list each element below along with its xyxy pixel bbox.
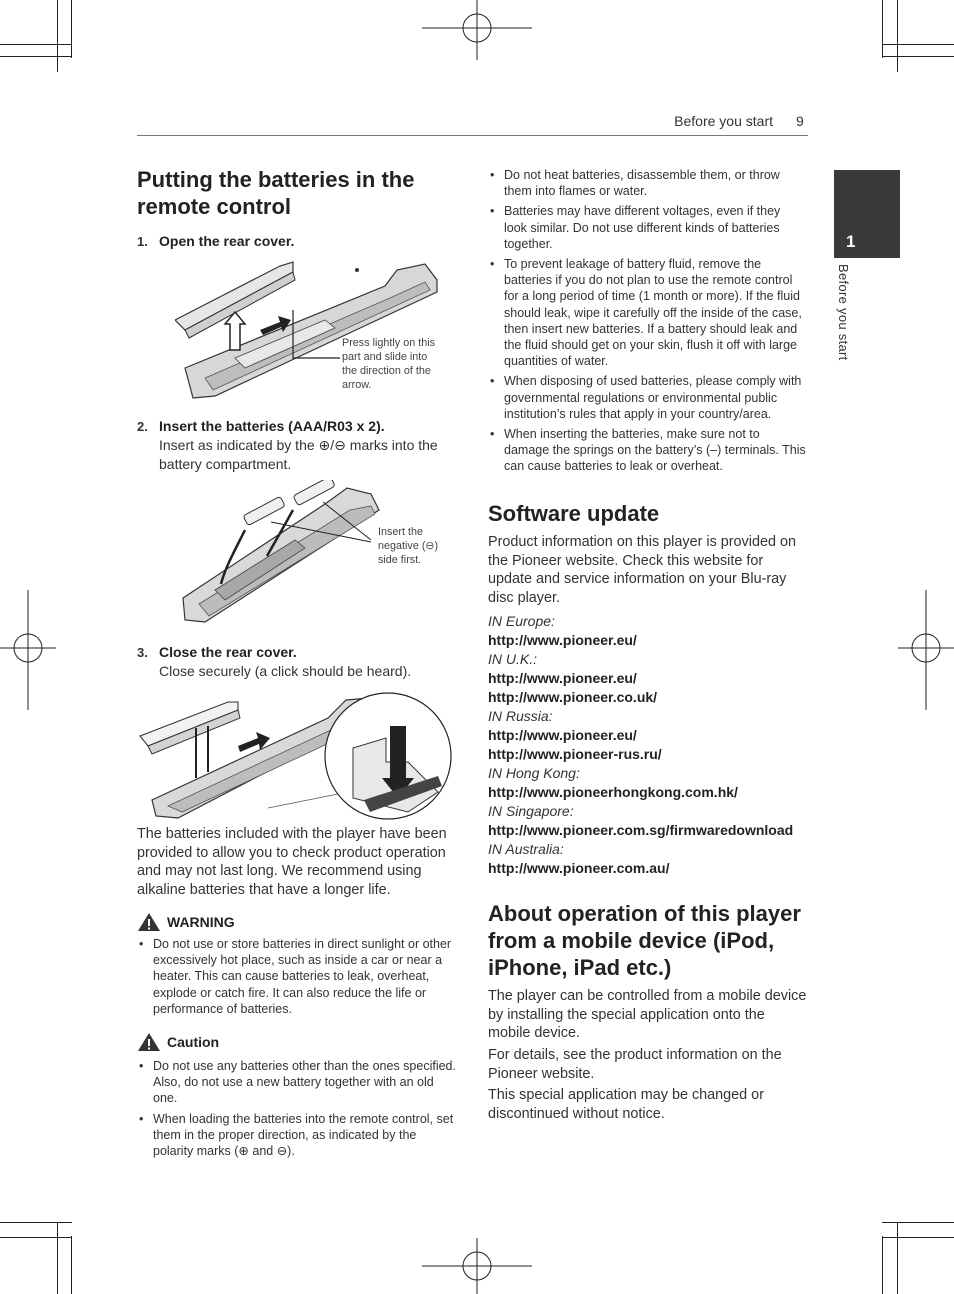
url-link[interactable]: http://www.pioneer.eu/ [488, 670, 637, 686]
region-singapore: IN Singapore: [488, 803, 574, 819]
mobile-para-3: This special application may be changed or discontinued without notice. [488, 1087, 764, 1122]
caution-icon [137, 1032, 161, 1052]
step-2-number: 2. [137, 419, 148, 434]
header-rule [137, 135, 808, 136]
running-header-title: Before you start [674, 113, 773, 129]
chapter-number: 1 [846, 232, 856, 251]
warning-label: WARNING [167, 914, 235, 930]
step-1-number: 1. [137, 234, 148, 249]
registration-mark-right [898, 590, 954, 710]
region-russia: IN Russia: [488, 708, 553, 724]
caution-list [137, 1058, 457, 1163]
precaution-item: • When disposing of used batteries, please comply with governmental regulations or environmental public institution’s rules that apply in your country/area. [488, 373, 806, 422]
region-hong-kong: IN Hong Kong: [488, 765, 580, 781]
url-link[interactable]: http://www.pioneer.eu/ [488, 632, 637, 648]
step-3-title: Close the rear cover. [159, 644, 297, 660]
mobile-para-2: For details, see the product information on the Pioneer website. [488, 1047, 782, 1082]
url-link[interactable]: http://www.pioneer.com.sg/firmwaredownload [488, 822, 794, 838]
caution-item: • When loading the batteries into the remote control, set them in the proper direction, as indicated by the polarity marks (⊕ and ⊖). [137, 1111, 457, 1160]
chapter-tab [834, 170, 900, 258]
page-number: 9 [796, 113, 804, 129]
zoom-detail-circle [325, 693, 451, 819]
warning-list [137, 936, 457, 1021]
step-3-detail: Close securely (a click should be heard). [159, 663, 412, 679]
url-link[interactable]: http://www.pioneer.co.uk/ [488, 689, 658, 705]
region-uk: IN U.K.: [488, 651, 538, 667]
figure-2-caption: Insert the negative (⊖) side first. [378, 526, 439, 566]
step-2 [137, 417, 457, 474]
warning-heading [137, 912, 235, 932]
software-update-intro: Product information on this player is provided on the Pioneer website. Check this website for update and service information on your Blu-ray disc player. [488, 534, 796, 607]
warning-item: • Do not use or store batteries in direct sunlight or other excessively hot place, such as inside a car or near a heater. This can cause batteries to leak, overheat, explode or catch fire. It can also reduce the life or performance of batteries. [137, 936, 457, 1017]
step-1-title: Open the rear cover. [159, 233, 295, 249]
url-link[interactable]: http://www.pioneer.eu/ [488, 727, 637, 743]
caution-label: Caution [167, 1034, 220, 1050]
url-link[interactable]: http://www.pioneerhongkong.com.hk/ [488, 784, 738, 800]
step-2-detail: Insert as indicated by the ⊕/⊖ marks into the battery compartment. [159, 437, 438, 472]
batteries-intro: The batteries included with the player have been provided to allow you to check product operation and may not last long. We recommend using alkaline batteries that have a longer life. [137, 826, 447, 899]
battery-precautions-list [488, 167, 806, 479]
registration-mark-left [0, 590, 56, 710]
figure-1-caption: Press lightly on this part and slide into the direction of the arrow. [342, 337, 436, 391]
caution-heading [137, 1032, 219, 1052]
precaution-item: • To prevent leakage of battery fluid, remove the batteries if you do not plan to use the remote control for a long period of time (1 month or more). If the fluid should leak, wipe it carefully off the inside of the case, then insert new batteries. If a battery should leak and the fluid should get on your skin, flush it off with large quantities of water. [488, 256, 806, 369]
cover-piece [140, 702, 240, 754]
step-3 [137, 643, 457, 681]
mobile-operation-heading: About operation of this player from a mobile device (iPod, iPhone, iPad etc.) [488, 901, 801, 980]
close-cover-figure [138, 688, 456, 823]
warning-icon [137, 912, 161, 932]
step-1 [137, 232, 457, 251]
precaution-item: • Batteries may have different voltages, even if they look similar. Do not use different kinds of batteries together. [488, 203, 806, 252]
url-link[interactable]: http://www.pioneer-rus.ru/ [488, 746, 662, 762]
url-link[interactable]: http://www.pioneer.com.au/ [488, 860, 670, 876]
registration-mark-top [422, 0, 532, 60]
precaution-item: • When inserting the batteries, make sure not to damage the springs on the battery’s (–) terminals. This can cause batteries to leak or overheat. [488, 426, 806, 475]
caution-item: • Do not use any batteries other than the ones specified. Also, do not use a new battery together with an old one. [137, 1058, 457, 1107]
step-2-title: Insert the batteries (AAA/R03 x 2). [159, 418, 385, 434]
region-url-list [488, 612, 818, 878]
software-update-heading: Software update [488, 501, 660, 526]
region-europe: IN Europe: [488, 613, 555, 629]
precaution-item: • Do not heat batteries, disassemble them, or throw them into flames or water. [488, 167, 806, 199]
region-australia: IN Australia: [488, 841, 564, 857]
mobile-para-1: The player can be controlled from a mobile device by installing the special application onto the mobile device. [488, 988, 807, 1042]
insert-batteries-figure [175, 480, 385, 630]
chapter-label: Before you start [836, 264, 851, 361]
registration-mark-bottom [422, 1238, 532, 1294]
step-3-number: 3. [137, 645, 148, 660]
batteries-heading: Putting the batteries in the remote control [137, 167, 415, 219]
